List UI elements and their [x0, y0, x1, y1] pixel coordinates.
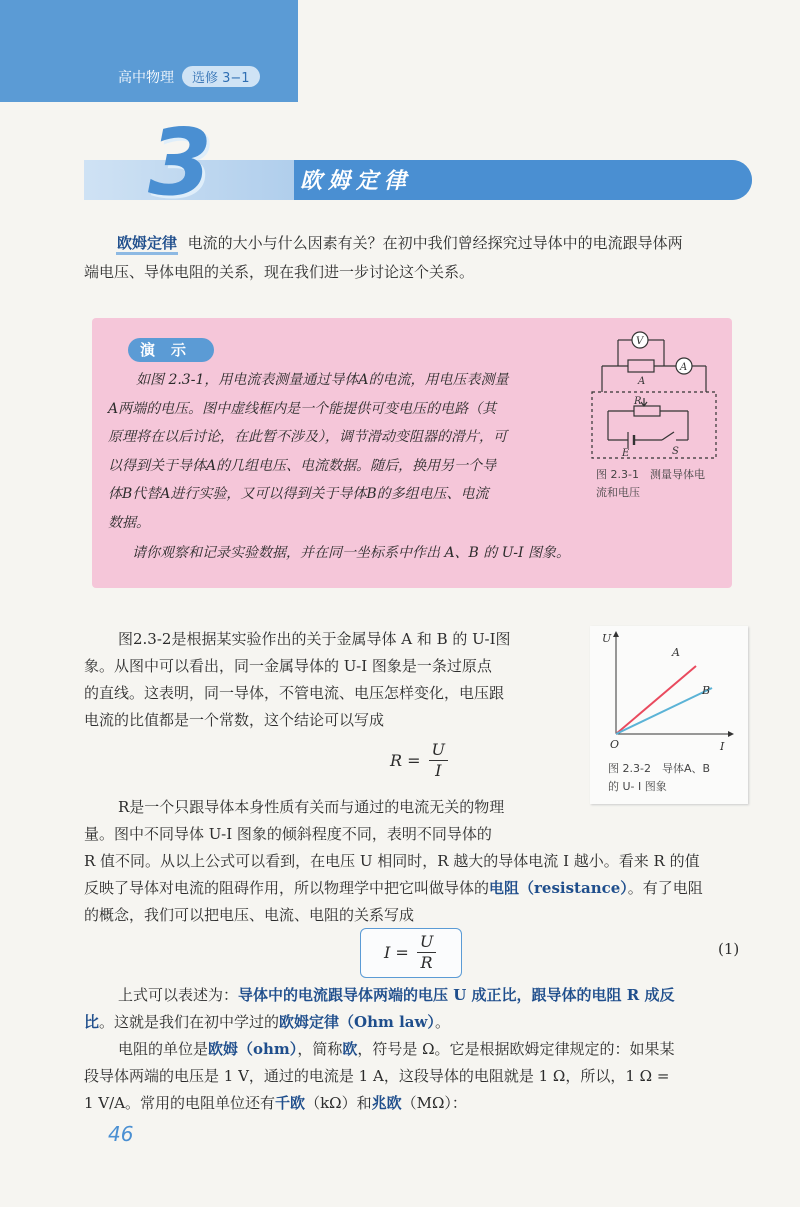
formula-resistance: R = $\frac{U}{I}$ [390, 740, 448, 781]
paragraph-1-rest: 象。从图中可以看出，同一金属导体的 U-I 图象是一条过原点 的直线。这表明，同一导体，不管电流、电压怎样变化，电压跟 电流的比值都是一个常数，这个结论可以写成 [84, 657, 505, 729]
circuit-diagram [588, 326, 718, 466]
label-a: A [638, 376, 646, 387]
paragraph-3-l2: 比。这就是我们在初中学过的欧姆定律（Ohm law）。 [84, 1013, 450, 1031]
paragraph-2-l2: 量。图中不同导体 U-I 图象的倾斜程度不同，表明不同导体的 [84, 825, 492, 843]
paragraph-2-l5: 的概念，我们可以把电压、电流、电阻的关系写成 [84, 906, 415, 924]
term-ohm: 欧姆（ohm） [208, 1040, 298, 1058]
paragraph-4-l3: 1 V/A。常用的电阻单位还有千欧（kΩ）和兆欧（MΩ）： [84, 1094, 467, 1112]
term-mega-ohm: 兆欧 [371, 1094, 402, 1112]
paragraph-4-l1: 电阻的单位是欧姆（ohm），简称欧，符号是 Ω。它是根据欧姆定律规定的：如果某 [118, 1040, 675, 1058]
paragraph-2-l4: 反映了导体对电流的阻碍作用，所以物理学中把它叫做导体的电阻（resistance）。有了电阻 [84, 879, 703, 897]
running-header [118, 66, 260, 87]
paragraph-2-l3: R 值不同。从以上公式可以看到，在电压 U 相同时，R 越大的导体电流 I 越小。看来 R 的值 [84, 852, 700, 870]
label-a-meter: A [680, 362, 688, 373]
volume-badge: 选修 3−1 [182, 66, 260, 87]
label-e: E [622, 448, 630, 459]
term-ohm-law: 欧姆定律（Ohm law） [279, 1013, 435, 1031]
section-number: 3 [148, 109, 213, 216]
line-b-label: B [702, 684, 711, 697]
y-axis-label: U [602, 632, 612, 645]
paragraph-2-l1: R是一个只跟导体本身性质有关而与通过的电流无关的物理 [118, 798, 505, 816]
x-axis-label: I [720, 740, 725, 753]
intro-keyword: 欧姆定律 [116, 234, 178, 255]
paragraph-1: 图2.3-2是根据某实验作出的关于金属导体 A 和 B 的 U-I图 [118, 630, 511, 648]
ui-graph [596, 626, 746, 756]
demo-text: 如图 2.3-1，用电流表测量通过导体A的电流，用电压表测量 A两端的电压。图中虚线框内是一个能提供可变电压的电路（其 原理将在以后讨论，在此暂不涉及），调节滑动变阻器的滑片，可 以得到关于导体A的几组电压、电流数据。随后，换用另一个导 体B代替A进行实验，又可以得到关于导体B的多组电压、电流 数据。 [108, 372, 509, 531]
book-title: 高中物理 [118, 69, 174, 86]
intro-paragraph: 欧姆定律 电流的大小与什么因素有关？在初中我们曾经探究过导体中的电流跟导体两 [116, 230, 766, 257]
label-r: R [634, 396, 642, 407]
origin-label: O [610, 738, 620, 751]
term-kilo-ohm: 千欧 [275, 1094, 306, 1112]
line-a-label: A [672, 646, 680, 659]
figure-1-caption: 图 2.3-1 测量导体电 流和电压 [596, 468, 705, 499]
ohm-law-statement: 导体中的电流跟导体两端的电压 U 成正比，跟导体的电阻 R 成反 [238, 986, 675, 1004]
line-b [616, 688, 712, 734]
section-title: 欧姆定律 [300, 169, 413, 194]
paragraph-4-l2: 段导体两端的电压是 1 V，通过的电流是 1 A，这段导体的电阻就是 1 Ω，所以，1 Ω = [84, 1067, 670, 1085]
intro-line-2: 端电压、导体电阻的关系，现在我们进一步讨论这个关系。 [84, 263, 475, 281]
label-s: S [672, 446, 679, 457]
line-a [616, 666, 696, 734]
paragraph-3-l1: 上式可以表述为：导体中的电流跟导体两端的电压 U 成正比，跟导体的电阻 R 成反 [118, 986, 675, 1004]
term-resistance: 电阻（resistance） [489, 879, 628, 897]
label-v: V [636, 336, 644, 347]
equation-number: (1) [718, 940, 740, 958]
figure-2-caption: 图 2.3-2 导体A、B 的 U- I 图象 [608, 762, 711, 793]
demo-instruction: 请你观察和记录实验数据，并在同一坐标系中作出 A、B 的 U-I 图象。 [132, 545, 571, 561]
formula-ohm-law: I = $\frac{U}{R}$ [384, 932, 436, 973]
page-number: 46 [108, 1122, 134, 1146]
demo-tag: 演示 [128, 338, 214, 362]
